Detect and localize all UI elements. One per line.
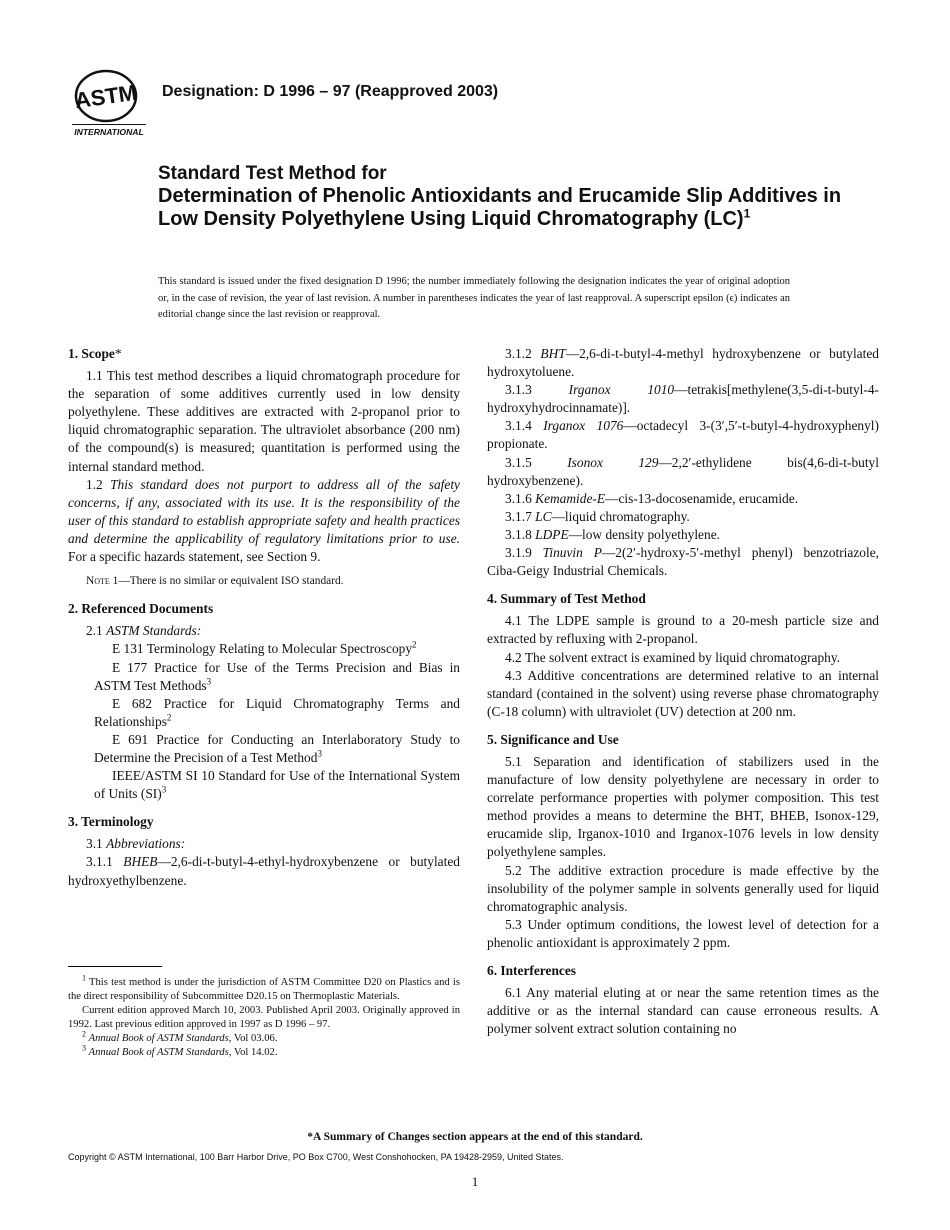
footnote-divider <box>68 966 162 967</box>
footnote-2: $^2$ Annual Book of ASTM Standards, Vol 03.06. <box>82 1029 278 1044</box>
footnotes <box>68 973 460 1060</box>
interferences-paragraph: 6.1 Any material eluting at or near the same retention times as the additive or as the internal standard can cause erroneous results. A polymer solvent extract solution containing no <box>487 985 879 1037</box>
ref-item: IEEE/ASTM SI 10 Standard for Use of the International System of Units (SI)$^3$ <box>94 768 460 802</box>
title-footnote-mark: 1 <box>743 206 751 221</box>
page-number: 1 <box>471 1174 479 1189</box>
section-heading-scope: 1. Scope* <box>68 346 122 361</box>
section-heading-referenced: 2. Referenced Documents <box>68 601 214 617</box>
significance-paragraph: 5.1 Separation and identification of stabilizers used in the manufacture of low density polyethylene are necessary in order to correlate performance properties with polymer composition. This test method provides a means to determine the BHT, BHEB, Isonox-129, erucamide slip, Irganox-1010 and Irganox-1076 levels in low density polyethylene samples. <box>487 753 879 860</box>
section-heading-interferences: 6. Interferences <box>487 963 576 978</box>
logo-letters: ASTM <box>73 79 139 114</box>
term-item: 3.1.8 LDPE—low density polyethylene. <box>505 526 720 542</box>
title-block <box>158 162 858 231</box>
astm-logo <box>66 68 152 138</box>
terminology-sub: 3.1 Abbreviations: <box>86 836 186 852</box>
term-item: 3.1.9 Tinuvin P—2(2′-hydroxy-5′-methyl phenyl) benzotriazole, Ciba-Geigy Industrial Chemicals. <box>487 545 879 579</box>
referenced-sub: 2.1 ASTM Standards: <box>86 623 202 639</box>
term-item: 3.1.7 LC—liquid chromatography. <box>505 508 690 524</box>
scope-star: * <box>114 346 122 361</box>
footnote-1: $^1$ This test method is under the jurisdiction of ASTM Committee D20 on Plastics and is the direct responsibility of Subcommittee D20.15 on Thermoplastic Materials. <box>68 973 460 1002</box>
summary-paragraph: 4.2 The solvent extract is examined by liquid chromatography. <box>505 649 841 665</box>
term-item: 3.1.6 Kemamide-E—cis-13-docosenamide, erucamide. <box>505 490 799 506</box>
term-item: 3.1.5 Isonox 129—2,2′-ethylidene bis(4,6-di-t-butyl hydroxybenzene). <box>487 454 879 488</box>
logo-caption: INTERNATIONAL <box>74 127 144 137</box>
copyright: Copyright © ASTM International, 100 Barr Harbor Drive, PO Box C700, West Conshohocken, PA 19428-2959, United States. <box>68 1152 564 1162</box>
scope-note: Note 1—There is no similar or equivalent ISO standard. <box>86 575 344 588</box>
term-item: 3.1.2 BHT—2,6-di-t-butyl-4-methyl hydroxybenzene or butylated hydroxytoluene. <box>487 346 879 380</box>
ref-item: E 177 Practice for Use of the Terms Precision and Bias in ASTM Test Methods$^3$ <box>94 659 460 693</box>
title-main-text: Determination of Phenolic Antioxidants and Erucamide Slip Additives in Low Density Polyethylene Using Liquid Chromatography (LC) <box>158 185 842 230</box>
term-item: 3.1.1 BHEB—2,6-di-t-butyl-4-ethyl-hydroxybenzene or butylated hydroxyethylbenzene. <box>68 854 460 888</box>
page-title <box>158 185 858 231</box>
footnote-edition: Current edition approved March 10, 2003. Published April 2003. Originally approved in 1992. Last previous edition approved in 1997 as D 1996 – 97. <box>68 1005 460 1030</box>
title-line1: Standard Test Method for <box>158 163 387 184</box>
ref-item: E 682 Practice for Liquid Chromatography Terms and Relationships$^2$ <box>94 695 460 729</box>
ref-item: E 691 Practice for Conducting an Interlaboratory Study to Determine the Precision of a Test Method$^3$ <box>94 731 460 765</box>
ref-item: E 131 Terminology Relating to Molecular Spectroscopy$^2$ <box>112 639 417 657</box>
right-column <box>487 345 879 1038</box>
summary-of-changes-note: *A Summary of Changes section appears at the end of this standard. <box>307 1131 643 1143</box>
scope-paragraph-2: 1.2 This standard does not purport to address all of the safety concerns, if any, associated with its use. It is the responsibility of the user of this standard to establish appropriate safety and health practices and determine the applicability of regulatory limitations prior to use. For a specific hazards statement, see Section 9. <box>68 476 460 565</box>
designation: Designation: D 1996 – 97 (Reapproved 2003) <box>162 83 499 100</box>
section-heading-terminology: 3. Terminology <box>68 814 154 830</box>
summary-paragraph: 4.3 Additive concentrations are determined relative to an internal standard (contained in the solvent) using reverse phase chromatography (C-18 column) with ultraviolet (UV) detection at 200 nm. <box>487 667 879 719</box>
footnote-3: $^3$ Annual Book of ASTM Standards, Vol 14.02. <box>82 1043 278 1058</box>
significance-paragraph: 5.3 Under optimum conditions, the lowest level of detection for a phenolic antioxidant is approximately 2 ppm. <box>487 916 879 950</box>
left-column <box>68 345 460 890</box>
significance-paragraph: 5.2 The additive extraction procedure is made effective by the insolubility of the polymer sample in solvents generally used for liquid chromatographic analysis. <box>487 862 879 914</box>
scope-paragraph-1: 1.1 This test method describes a liquid chromatograph procedure for the separation of some additives currently used in low density polyethylene. These additives are extracted with 2-propanol prior to liquid chromatographic separation. The ultraviolet absorbance (200 nm) of the compound(s) is measured; quantitation is performed using the internal standard method. <box>68 368 460 474</box>
summary-paragraph: 4.1 The LDPE sample is ground to a 20-mesh particle size and extracted by refluxing with 2-propanol. <box>487 613 879 647</box>
term-item: 3.1.3 Irganox 1010—tetrakis[methylene(3,5-di-t-butyl-4-hydroxyhydrocinnamate)]. <box>487 382 879 416</box>
section-heading-summary: 4. Summary of Test Method <box>487 591 646 607</box>
intro-paragraph: This standard is issued under the fixed designation D 1996; the number immediately following the designation indicates the year of original adoption or, in the case of revision, the year of last revision. A number in parentheses indicates the year of last reapproval. A superscript epsilon (ϵ) indicates an editorial change since the last revision or reapproval. <box>158 276 790 320</box>
section-heading-significance: 5. Significance and Use <box>487 731 619 747</box>
term-item: 3.1.4 Irganox 1076—octadecyl 3-(3′,5′-t-butyl-4-hydroxyphenyl) propionate. <box>487 418 879 452</box>
